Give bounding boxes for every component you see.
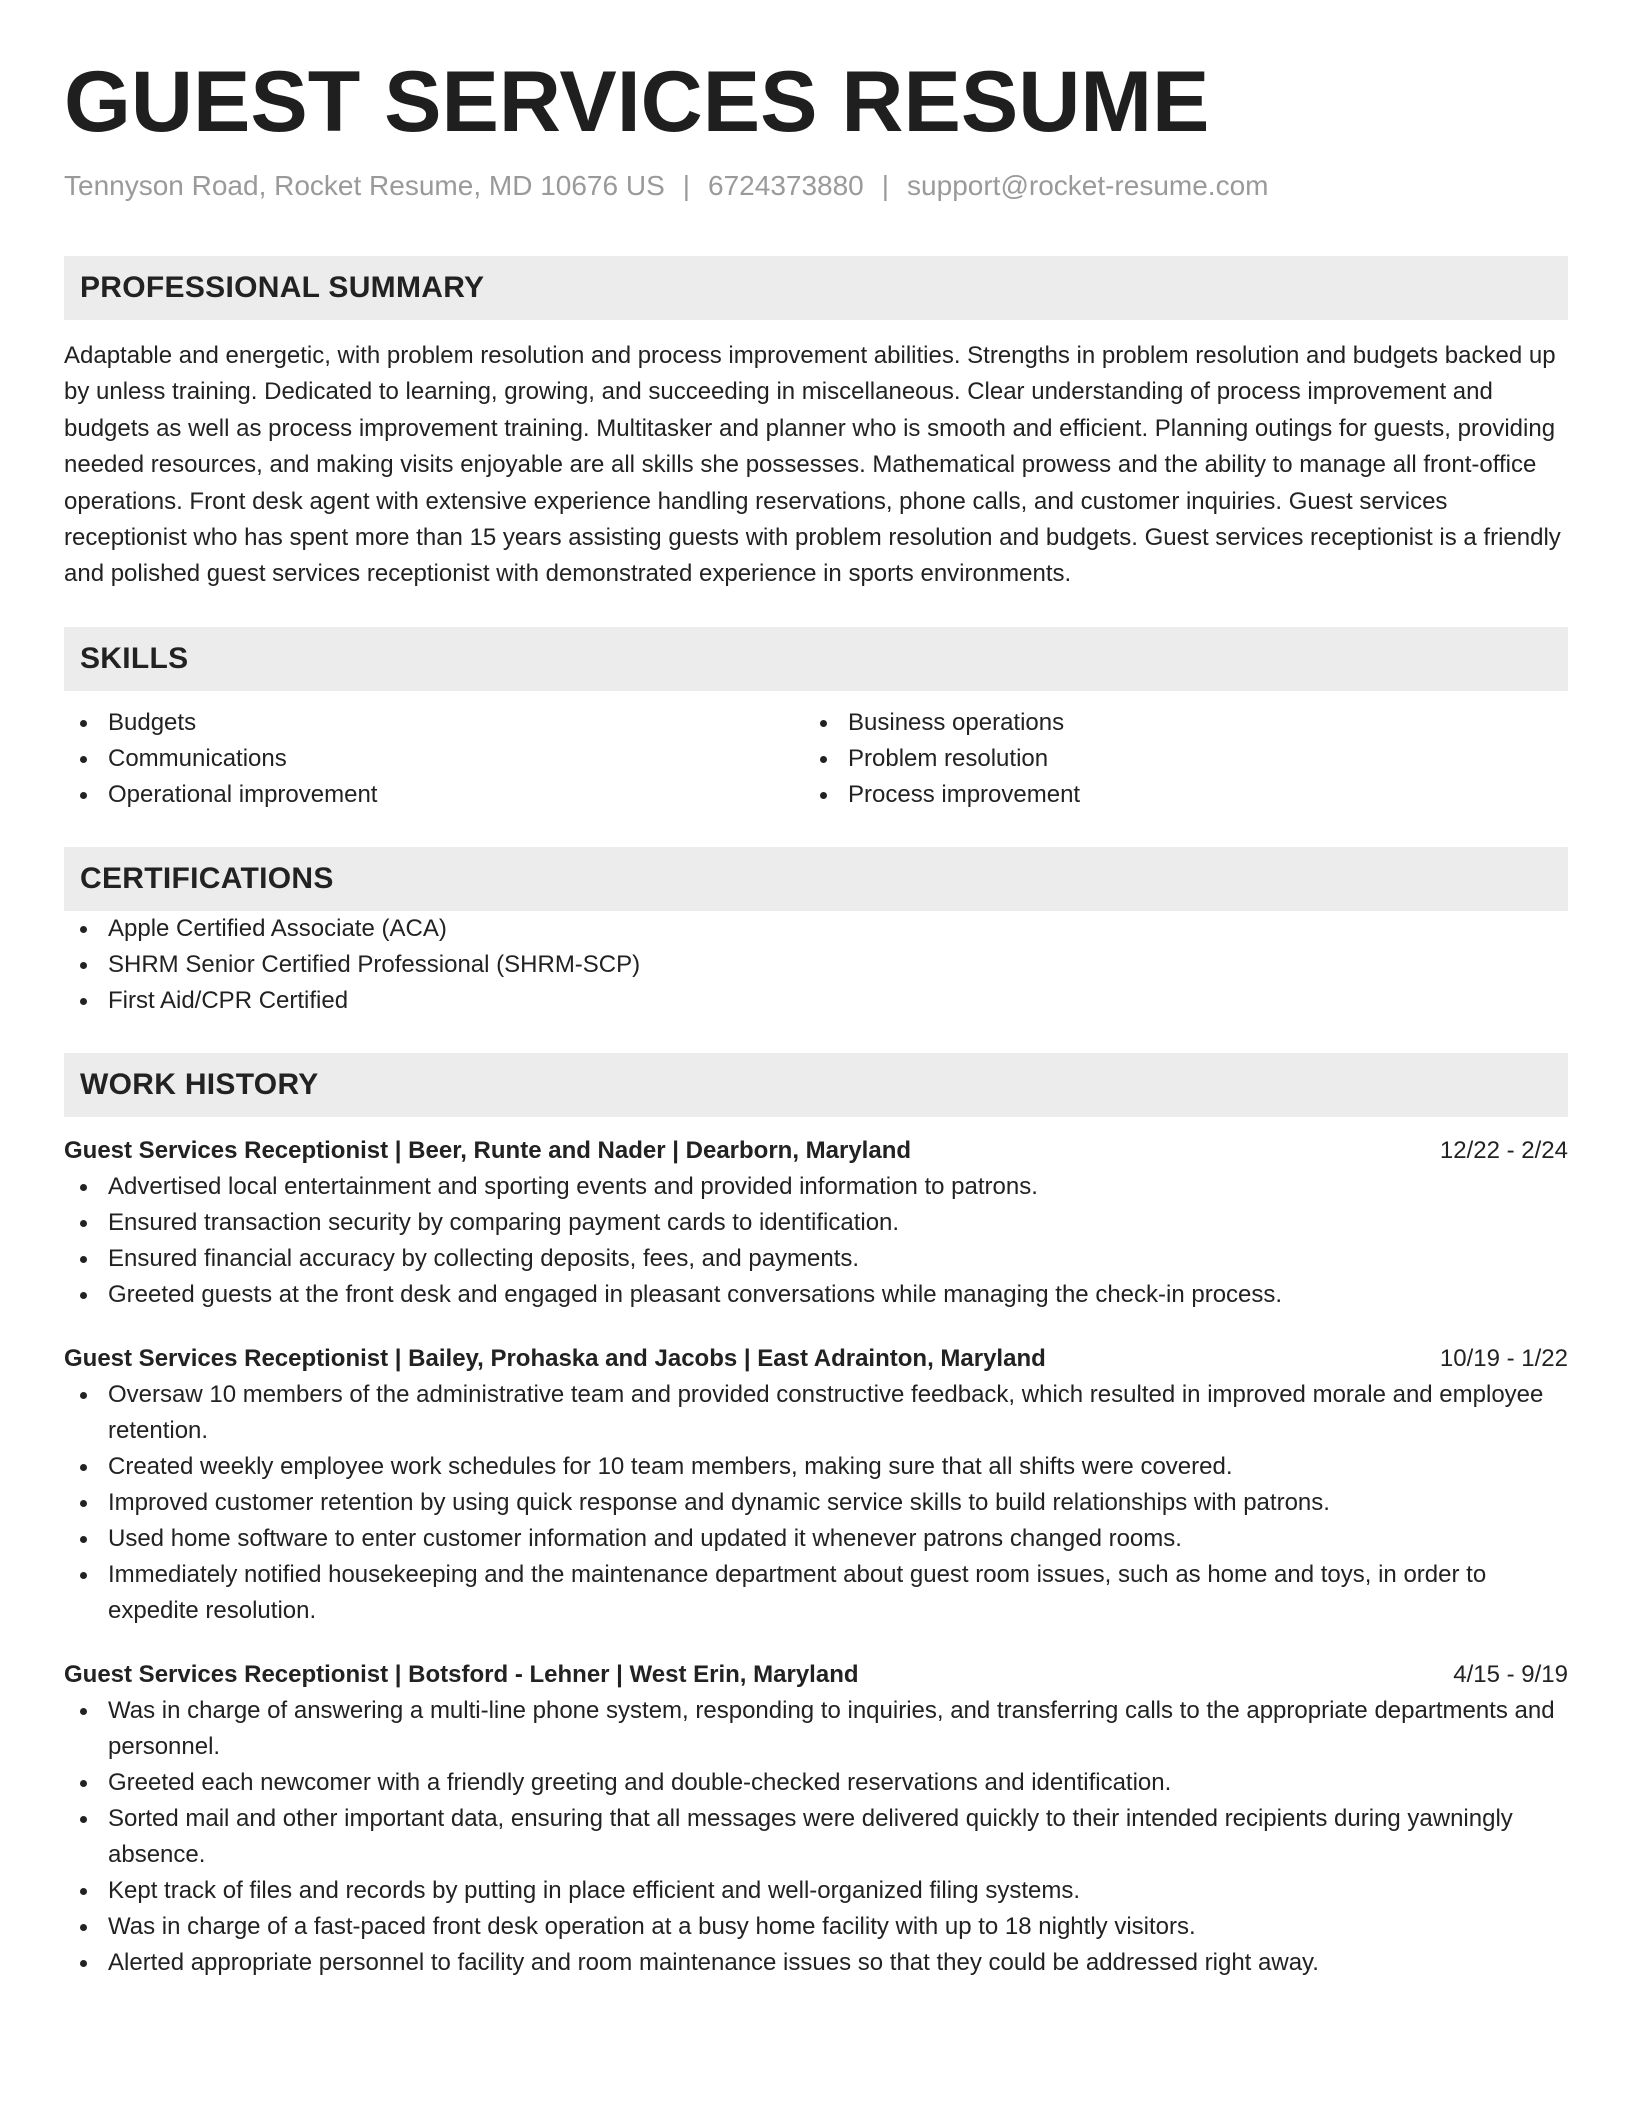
job-bullet: Sorted mail and other important data, ensuring that all messages were delivered quickly to their intended recipients during yawningly absence. [64,1801,1568,1873]
job-bullet: Ensured transaction security by comparing payment cards to identification. [64,1205,1568,1241]
job-dates: 4/15 - 9/19 [1453,1660,1568,1688]
job-title: Guest Services Receptionist | Bailey, Prohaska and Jacobs | East Adrainton, Maryland [64,1344,1046,1372]
skill-item: Operational improvement [64,777,804,813]
job-bullet: Advertised local entertainment and sporting events and provided information to patrons. [64,1169,1568,1205]
job-bullet: Greeted each newcomer with a friendly greeting and double-checked reservations and identification. [64,1765,1568,1801]
job-header [64,1341,1568,1377]
contact-email: support@rocket-resume.com [907,170,1269,201]
skills-section [64,627,1568,813]
job-bullets [64,1377,1568,1629]
job-bullet: Oversaw 10 members of the administrative team and provided constructive feedback, which resulted in improved morale and employee retention. [64,1377,1568,1449]
job-bullet: Improved customer retention by using quick response and dynamic service skills to build relationships with patrons. [64,1485,1568,1521]
work-history-section [64,1053,1568,1981]
job-bullet: Created weekly employee work schedules for 10 team members, making sure that all shifts were covered. [64,1449,1568,1485]
job-entry [64,1133,1568,1313]
job-bullets [64,1693,1568,1981]
skill-item: Communications [64,741,804,777]
job-entry [64,1341,1568,1629]
skills-grid [64,705,1568,813]
skills-list-left [64,705,804,813]
certification-item: SHRM Senior Certified Professional (SHRM-SCP) [64,947,1568,983]
skill-item: Business operations [804,705,1544,741]
skill-item: Problem resolution [804,741,1544,777]
job-bullet: Kept track of files and records by putting in place efficient and well-organized filing systems. [64,1873,1568,1909]
job-header [64,1657,1568,1693]
contact-address: Tennyson Road, Rocket Resume, MD 10676 US [64,170,665,201]
job-bullet: Ensured financial accuracy by collecting deposits, fees, and payments. [64,1241,1568,1277]
contact-separator: | [881,170,890,201]
contact-line [64,168,1568,204]
section-header-work-history: WORK HISTORY [64,1053,1568,1117]
job-header [64,1133,1568,1169]
contact-separator: | [682,170,691,201]
job-bullet: Immediately notified housekeeping and the maintenance department about guest room issues, such as home and toys, in order to expedite resolution. [64,1557,1568,1629]
skills-list-right [804,705,1544,813]
job-bullet: Was in charge of a fast-paced front desk operation at a busy home facility with up to 18 nightly visitors. [64,1909,1568,1945]
job-title: Guest Services Receptionist | Botsford - Lehner | West Erin, Maryland [64,1660,859,1688]
job-bullets [64,1169,1568,1313]
skill-item: Process improvement [804,777,1544,813]
job-dates: 12/22 - 2/24 [1439,1136,1568,1164]
certification-item: Apple Certified Associate (ACA) [64,911,1568,947]
job-bullet: Alerted appropriate personnel to facility and room maintenance issues so that they could be addressed right away. [64,1945,1568,1981]
job-dates: 10/19 - 1/22 [1439,1344,1568,1372]
contact-phone: 6724373880 [708,170,864,201]
section-header-skills: SKILLS [64,627,1568,691]
job-bullet: Greeted guests at the front desk and engaged in pleasant conversations while managing the check-in process. [64,1277,1568,1313]
section-header-certifications: CERTIFICATIONS [64,847,1568,911]
certifications-section [64,847,1568,1019]
summary-text: Adaptable and energetic, with problem resolution and process improvement abilities. Strengths in problem resolution and budgets backed up by unless training. Dedicated to learning, growing, and succeeding in miscellaneous. Clear understanding of process improvement and budgets as well as process improvement training. Multitasker and planner who is smooth and efficient. Planning outings for guests, providing needed resources, and making visits enjoyable are all skills she possesses. Mathematical prowess and the ability to manage all front-office operations. Front desk agent with extensive experience handling reservations, phone calls, and customer inquiries. Guest services receptionist who has spent more than 15 years assisting guests with problem resolution and budgets. Guest services receptionist is a friendly and polished guest services receptionist with demonstrated experience in sports environments. [64,342,1561,588]
resume-title: GUEST SERVICES RESUME [64,54,1210,150]
job-bullet: Used home software to enter customer information and updated it whenever patrons changed rooms. [64,1521,1568,1557]
skill-item: Budgets [64,705,804,741]
job-bullet: Was in charge of answering a multi-line phone system, responding to inquiries, and transferring calls to the appropriate departments and personnel. [64,1693,1568,1765]
job-title: Guest Services Receptionist | Beer, Runte and Nader | Dearborn, Maryland [64,1136,912,1164]
certifications-list [64,911,1568,1019]
section-header-summary: PROFESSIONAL SUMMARY [64,256,1568,320]
certification-item: First Aid/CPR Certified [64,983,1568,1019]
job-entry [64,1657,1568,1981]
